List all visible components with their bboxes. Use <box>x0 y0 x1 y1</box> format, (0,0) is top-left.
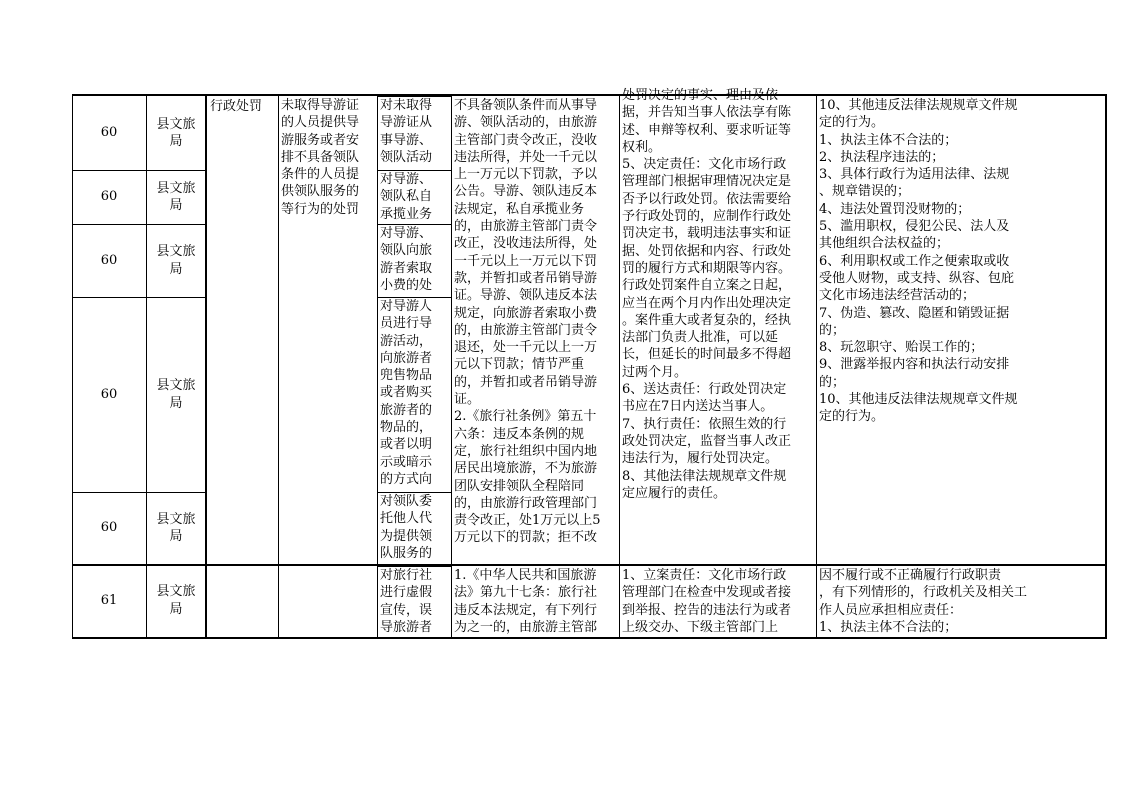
grid-line <box>146 94 147 639</box>
grid-line <box>205 94 207 639</box>
grid-line <box>72 224 206 225</box>
grid-line <box>72 297 206 298</box>
grid-line <box>816 94 817 639</box>
row-id: 60 <box>100 252 118 268</box>
row-id: 60 <box>100 520 118 536</box>
category-cell: 行政处罚 <box>210 99 263 114</box>
row-dept: 县文旅 局 <box>156 378 196 411</box>
row-dept: 县文旅 局 <box>156 244 196 277</box>
law-enforcement-table <box>72 94 1107 639</box>
item-box <box>377 492 452 565</box>
grid-line <box>72 564 1107 566</box>
item-cell: 对领队委 托他人代 为提供领 队服务的 <box>380 494 433 561</box>
row-dept: 县文旅 局 <box>156 116 196 149</box>
responsibility-cell: 据，并告知当事人依法享有陈 述、申辩等权利、要求听证等 权利。 5、决定责任：文化市场行政 管理部门根据审理情况决定是 否予以行政处罚。依法需要给 予行政处罚的，应制作行政处 罚决定书，载明违法事实和证 据、处罚依据和内容、行政处 罚的履行方式和期限等内容。 行政处罚案件自立案之日起， 应当在两个月内作出处理决定 。案件重大或者复杂的，经执 法部门负责人批准，可以延 长，但延长的时间最多不得超 过两个月。 6、送达责任：行政处罚决定 书应在7日内送达当事人。 7、执行责任：依照生效的行 政处罚决定，监督当事人改正 违法行为，履行处罚决定。 8、其他法律法规规章文件规 定应履行的责任。 <box>622 105 792 501</box>
item-cell: 对未取得 导游证从 事导游、 领队活动 <box>380 98 433 165</box>
grid-line <box>72 492 206 493</box>
accountability-cell: 因不履行或不正确履行行政职责 ，有下列情形的，行政机关及相关工 作人员应承担相应责任： 1、执法主体不合法的； <box>819 568 1028 635</box>
item-cell: 对导游人 员进行导 游活动， 向旅游者 兜售物品 或者购买 旅游者的 物品的， 或者以明 示或暗示 的方式向 <box>380 299 433 487</box>
accountability-cell: 10、其他违反法律法规规章文件规 定的行为。 1、执法主体不合法的； 2、执法程序违法的； 3、具体行政行为适用法律、法规 、规章错误的； 4、违法处置罚没财物的； 5、滥用职权，侵犯公民、法人及 其他组织合法权益的； 6、利用职权或工作之便索取或收 受他人财物，或支持、纵容、包庇 文化市场违法经营活动的； 7、伪造、篡改、隐匿和销毁证据 的； 8、玩忽职守、贻误工作的； 9、泄露举报内容和执法行动安排 的； 10、其他违反法律法规规章文件规 定的行为。 <box>819 98 1018 425</box>
basis-cell: 不具备领队条件而从事导 游、领队活动的，由旅游 主管部门责令改正，没收 违法所得，并处一千元以 上一万元以下罚款，予以 公告。导游、领队违反本 法规定，私自承揽业务 的，由旅游主管部门责令 改正，没收违法所得，处 一千元以上一万元以下罚 款，并暂扣或者吊销导游 证。导游、领队违反本法 规定，向旅游者索取小费 的，由旅游主管部门责令 退还，处一千元以上一万 元以下罚款；情节严重 的，并暂扣或者吊销导游 证。 2.《旅行社条例》第五十 六条：违反本条例的规 定，旅行社组织中国内地 居民出境旅游，不为旅游 团队安排领队全程陪同 的，由旅游行政管理部门 责令改正，处1万元以上5 万元以下的罚款；拒不改 <box>454 98 601 546</box>
row-dept: 县文旅 局 <box>156 584 196 617</box>
grid-line <box>278 94 279 639</box>
row-dept: 县文旅 局 <box>156 180 196 213</box>
item-box <box>377 297 452 493</box>
responsibility-cell: 1、立案责任：文化市场行政 管理部门在检查中发现或者接 到举报、控告的违法行为或者 上级交办、下级主管部门上 <box>622 568 792 635</box>
subject-cell: 未取得导游证 的人员提供导 游服务或者安 排不具备领队 条件的人员提 供领队服务的 等行为的处罚 <box>281 98 360 217</box>
grid-line <box>1105 94 1107 639</box>
row-id: 60 <box>100 386 118 402</box>
item-cell: 对导游、 领队私自 承揽业务 <box>380 172 433 222</box>
grid-line <box>72 94 73 639</box>
grid-line <box>72 94 1107 96</box>
item-cell: 对旅行社 进行虚假 宣传，误 导旅游者 <box>380 568 433 635</box>
row-id: 60 <box>100 125 118 141</box>
grid-line <box>619 94 620 639</box>
item-box <box>377 96 452 171</box>
grid-line <box>72 170 206 171</box>
item-cell: 对导游、 领队向旅 游者索取 小费的处 <box>380 226 433 293</box>
grid-line <box>72 637 1107 639</box>
item-box <box>377 170 452 225</box>
item-box <box>377 566 452 639</box>
row-id: 60 <box>100 189 118 205</box>
row-dept: 县文旅 局 <box>156 511 196 544</box>
basis-cell: 1.《中华人民共和国旅游 法》第九十七条：旅行社 违反本法规定，有下列行 为之一的，由旅游主管部 <box>454 568 598 635</box>
row-id: 61 <box>100 592 118 608</box>
